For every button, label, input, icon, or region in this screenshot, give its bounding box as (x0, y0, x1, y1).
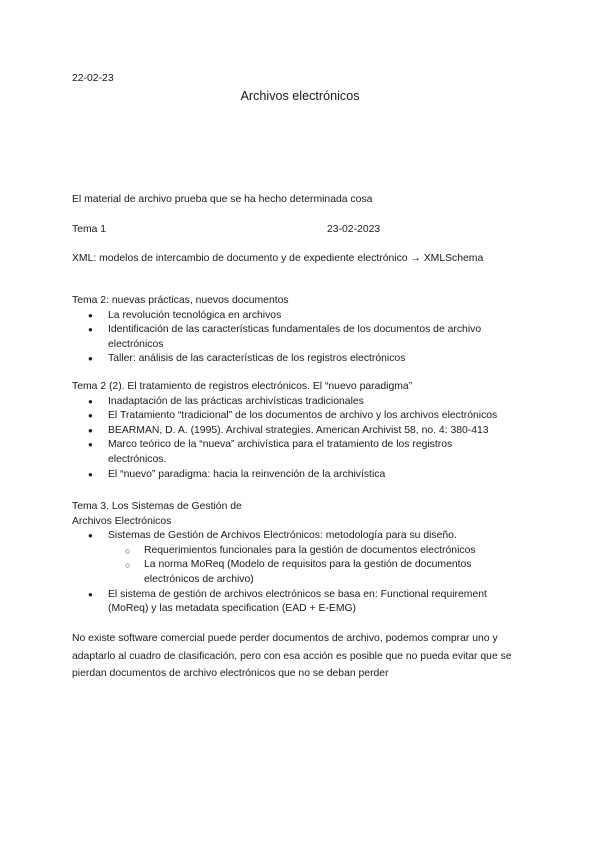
list-item: ● Identificación de las características fundamentales de los documentos de archivo electrónicos (72, 323, 508, 352)
tema3-heading-line2: Archivos Electrónicos (72, 515, 172, 527)
xml-line: XML: modelos de intercambio de documento y de expediente electrónico → XMLSchema (72, 253, 484, 264)
tema2-heading: Tema 2: nuevas prácticas, nuevos documentos (72, 295, 289, 306)
tema2-list (72, 309, 508, 367)
list-item: ● El sistema de gestión de archivos electrónicos se basa en: Functional requirement (MoReq) y las metadata specification (EAD + E-EMG) (72, 588, 508, 617)
tema3-heading-line1: Tema 3. Los Sistemas de Gestión de (72, 501, 242, 512)
tema3-section (72, 500, 509, 617)
list-item: ● Taller: análisis de las características de los registros electrónicos (72, 352, 508, 367)
list-item: ● Inadaptación de las prácticas archivísticas tradicionales (72, 395, 508, 410)
sub-list-item: ○ Requerimientos funcionales para la gestión de documentos electrónicos (72, 544, 509, 559)
list-item: ● Sistemas de Gestión de Archivos Electrónicos: metodología para su diseño. (72, 529, 508, 544)
list-item: ● BEARMAN, D. A. (1995). Archival strategies. American Archivist 58, no. 4: 380-413 (72, 424, 508, 439)
list-item: ● El “nuevo” paradigma: hacia la reinvención de la archivística (72, 468, 508, 483)
tema2-section (72, 294, 508, 367)
tema2b-list (72, 395, 508, 483)
document-title: Archivos electrónicos (240, 89, 360, 103)
sub-list-item: ○ La norma MoReq (Modelo de requisitos para la gestión de documentos electrónicos de archivo) (72, 558, 509, 587)
list-item: ● El Tratamiento “tradicional” de los documentos de archivo y los archivos electrónicos (72, 409, 508, 424)
list-item: ● La revolución tecnológica en archivos (72, 309, 508, 324)
intro-line: El material de archivo prueba que se ha hecho determinada cosa (72, 194, 373, 205)
document-date: 22-02-23 (72, 73, 114, 84)
tema2b-section (72, 380, 508, 482)
list-item: ● Marco teórico de la “nueva” archivística para el tratamiento de los registros electrónicos. (72, 438, 508, 467)
closing-paragraph: No existe software comercial puede perder documentos de archivo, podemos comprar uno y adaptarlo al cuadro de clasificación, pero con esa acción es posible que no pueda evitar que se pierdan documentos de archivo electrónicos que no se deban perder (72, 633, 512, 679)
tema1-label: Tema 1 (72, 224, 107, 235)
tema1-date: 23-02-2023 (327, 224, 381, 235)
tema2b-heading: Tema 2 (2). El tratamiento de registros electrónicos. El “nuevo paradigma” (72, 381, 413, 392)
tema3-list (72, 529, 509, 617)
